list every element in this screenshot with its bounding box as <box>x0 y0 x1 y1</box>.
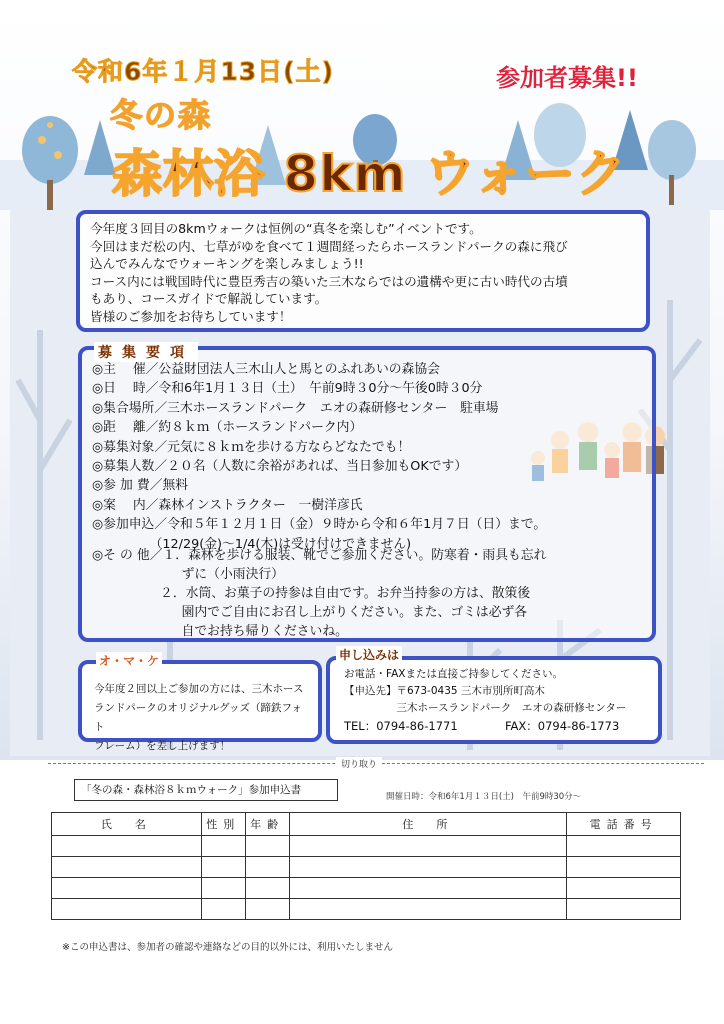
gender-cell[interactable] <box>201 878 245 899</box>
application-text <box>344 666 626 717</box>
detail-item: ◎参加申込／令和５年１２月１日（金）９時から令和６年1月７日（日）まで。 <box>92 517 547 533</box>
phone-cell[interactable] <box>567 836 681 857</box>
intro-line: 今回はまだ松の内、七草がゆを食べて１週間経ったらホースランドパークの森に飛び <box>90 238 568 254</box>
fax-number[interactable]: FAX：0794-86-1773 <box>504 719 620 733</box>
other-line: ずに（小雨決行） <box>92 567 284 582</box>
intro-line: コース内には戦国時代に豊臣秀吉の築いた三木ならではの遺構や更に古い時代の古墳 <box>90 273 568 289</box>
detail-item: ◎距 離／約８ｋｍ（ホースランドパーク内） <box>92 420 363 436</box>
detail-item: ◎参 加 費／無料 <box>92 478 189 494</box>
col-name: 氏 名 <box>52 813 202 836</box>
age-cell[interactable] <box>245 878 289 899</box>
name-cell[interactable] <box>52 857 202 878</box>
intro-line: 皆様のご参加をお待ちしています！ <box>90 308 292 324</box>
other-line: ◎そ の 他／１．森林を歩ける服装、靴でご参加ください。防寒着・雨具も忘れ <box>92 548 547 563</box>
gender-cell[interactable] <box>201 836 245 857</box>
details-list <box>92 360 546 554</box>
detail-item: ◎集合場所／三木ホースランドパーク エオの森研修センター 駐車場 <box>92 400 499 416</box>
col-address: 住 所 <box>289 813 567 836</box>
phone-cell[interactable] <box>567 899 681 920</box>
form-row[interactable] <box>52 899 681 920</box>
form-row[interactable] <box>52 836 681 857</box>
address-cell[interactable] <box>289 836 567 857</box>
phone-cell[interactable] <box>567 857 681 878</box>
phone-cell[interactable] <box>567 878 681 899</box>
detail-item: ◎募集対象／元気に８ｋｍを歩ける方ならどなたでも！ <box>92 439 411 455</box>
detail-item: ◎主 催／公益財団法人三木山人と馬とのふれあいの森協会 <box>92 362 440 377</box>
application-heading: 申し込みは <box>336 646 402 663</box>
age-cell[interactable] <box>245 857 289 878</box>
contact-numbers <box>344 718 619 734</box>
omake-text <box>94 680 308 756</box>
detail-item: ◎案 内／森林インストラクター 一樹洋彦氏 <box>92 497 363 513</box>
other-line: 自でお持ち帰りくださいね。 <box>92 624 348 639</box>
gender-cell[interactable] <box>201 899 245 920</box>
event-date: 令和6年１月13日(土) <box>72 57 335 86</box>
privacy-note: ※この申込書は、参加者の確認や連絡などの目的以外には、利用いたしません <box>62 942 393 953</box>
recruit-banner: 参加者募集!! <box>496 64 638 92</box>
name-cell[interactable] <box>52 878 202 899</box>
form-title: 「冬の森・森林浴８ｋｍウォーク」参加申込書 <box>74 779 338 801</box>
application-line: 【申込先】〒673-0435 三木市別所町高木 <box>344 685 545 697</box>
omake-line: フレーム）を差し上げます！ <box>94 740 231 752</box>
form-row[interactable] <box>52 857 681 878</box>
application-line: お電話・FAXまたは直接ご持参してください。 <box>344 668 563 680</box>
address-cell[interactable] <box>289 899 567 920</box>
title-line-1: 冬の森 <box>110 96 213 134</box>
detail-item: （12/29(金)～1/4(木)は受け付けできません) <box>92 536 412 552</box>
gender-cell[interactable] <box>201 857 245 878</box>
intro-line: 今年度３回目の8kmウォークは恒例の“真冬を楽しむ”イベントです。 <box>90 221 482 236</box>
page-title: 森林浴 8km ウォーク <box>112 145 627 203</box>
detail-item: ◎募集人数／２０名（人数に余裕があれば、当日参加もOKです） <box>92 459 468 475</box>
omake-line: 今年度２回以上ご参加の方には、三木ホース <box>94 683 304 695</box>
form-row[interactable] <box>52 878 681 899</box>
cut-label: 切り取り <box>336 757 382 770</box>
address-cell[interactable] <box>289 878 567 899</box>
detail-item: ◎日 時／令和6年1月１３日（土） 午前9時３0分～午後0時３0分 <box>92 381 483 397</box>
intro-line: もあり、コースガイドで解説しています。 <box>90 291 328 307</box>
intro-line: 込んでみんなでウォーキングを楽しみましょう!! <box>90 256 364 272</box>
age-cell[interactable] <box>245 836 289 857</box>
address-cell[interactable] <box>289 857 567 878</box>
name-cell[interactable] <box>52 899 202 920</box>
other-line: ２．水筒、お菓子の持参は自由です。お弁当持参の方は、散策後 <box>92 586 531 601</box>
name-cell[interactable] <box>52 836 202 857</box>
application-line: 三木ホースランドパーク エオの森研修センター <box>344 702 627 714</box>
omake-line: ランドパークのオリジナルグッズ（蹄鉄フォト <box>94 702 303 733</box>
details-heading: 募集要項 <box>94 342 198 362</box>
tel-number[interactable]: TEL：0794-86-1771 <box>344 719 458 733</box>
col-phone: 電話番号 <box>567 813 681 836</box>
col-gender: 性別 <box>201 813 245 836</box>
col-age: 年齢 <box>245 813 289 836</box>
omake-heading: オ・マ・ケ <box>96 652 162 669</box>
age-cell[interactable] <box>245 899 289 920</box>
intro-box <box>76 210 650 332</box>
other-notes <box>92 546 546 641</box>
other-line: 園内でご自由にお召し上がりください。また、ゴミは必ず各 <box>92 605 528 620</box>
form-date-note: 開催日時：令和6年1月１３日(土) 午前9時30分～ <box>386 792 582 802</box>
form-header-row <box>52 813 681 836</box>
application-form-table <box>51 812 681 920</box>
